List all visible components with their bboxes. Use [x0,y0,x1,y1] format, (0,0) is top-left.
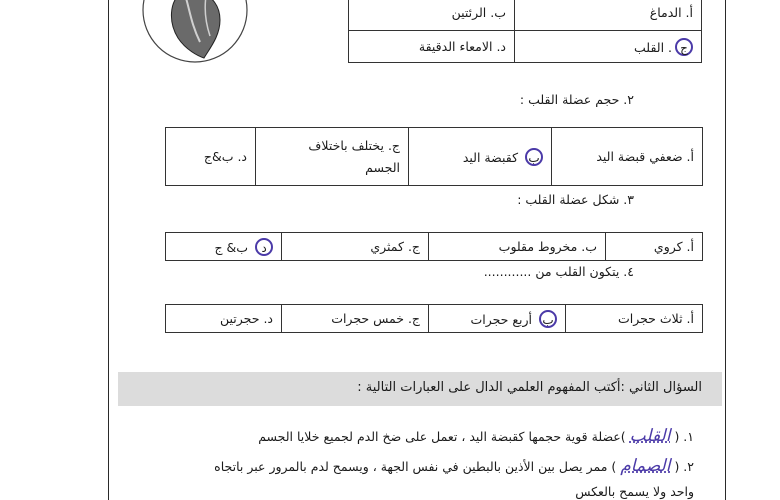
q4-option-b[interactable] [429,305,566,333]
q3-option-d[interactable] [166,233,282,261]
q4-option-b-text: أربع حجرات [470,311,536,327]
q3-option-b[interactable]: ب. مخروط مقلوب [429,233,606,261]
q1-option-c[interactable] [515,31,702,63]
q4-option-c[interactable]: ج. خمس حجرات [282,305,429,333]
section2-title: السؤال الثاني :أكتب المفهوم العلمي الدال على العبارات التالية : [357,380,702,395]
q1-option-c-text: . القلب [634,39,672,55]
q3-option-a[interactable]: أ. كروي [606,233,703,261]
q2-option-d[interactable]: د. ب&ج [166,128,256,186]
q4-option-d[interactable]: د. حجرتين [166,305,282,333]
q2-option-c-line1: ج. يختلف باختلاف [308,137,400,153]
q2-option-c[interactable] [256,128,409,186]
q3-options-table [165,232,703,261]
q4-options-table [165,304,703,333]
section2-item-2-continued: واحد ولا يسمح بالعكس [575,484,694,499]
q2-option-c-line2: الجسم [365,159,400,175]
item2-text: ) ممر يصل بين الأذين بالبطين في نفس الجهة ، ويسمح لدم بالمرور عبر باتجاه [214,459,617,474]
q4-question: ٤. يتكون القلب من ............ [483,264,634,279]
answer-circle: ب [539,310,557,328]
q3-option-c[interactable]: ج. كمثري [282,233,429,261]
q2-option-a[interactable]: أ. ضعفي قبضة اليد [552,128,703,186]
q3-question: ٣. شكل عضلة القلب : [517,192,634,207]
section2-item-1 [258,426,694,446]
item2-number: ٢. ( [674,459,694,474]
answer-circle: ج [675,38,693,56]
section2-header [118,372,722,406]
item1-number: ١. ( [674,429,694,444]
answer-circle: ب [525,148,543,166]
q2-options-table [165,127,703,186]
item1-answer[interactable]: القلب [629,426,671,446]
item1-text: )عضلة قوية حجمها كقبضة اليد ، تعمل على ضخ الدم لجميع خلايا الجسم [258,429,626,444]
q4-option-a[interactable]: أ. ثلاث حجرات [566,305,703,333]
q2-question: ٢. حجم عضلة القلب : [519,92,634,107]
heart-illustration [140,0,250,64]
q1-options-table [348,0,702,63]
q3-option-d-text: ب& ج [214,239,252,255]
q1-option-b[interactable]: ب. الرئتين [349,0,515,31]
section2-item-2 [214,456,694,476]
answer-circle: د [255,238,273,256]
item2-answer[interactable]: الصمام [620,456,671,476]
q2-option-b[interactable] [409,128,552,186]
q1-option-d[interactable]: د. الامعاء الدقيقة [349,31,515,63]
q2-option-b-text: كقبضة اليد [462,149,522,165]
q1-option-a[interactable]: أ. الدماغ [515,0,702,31]
